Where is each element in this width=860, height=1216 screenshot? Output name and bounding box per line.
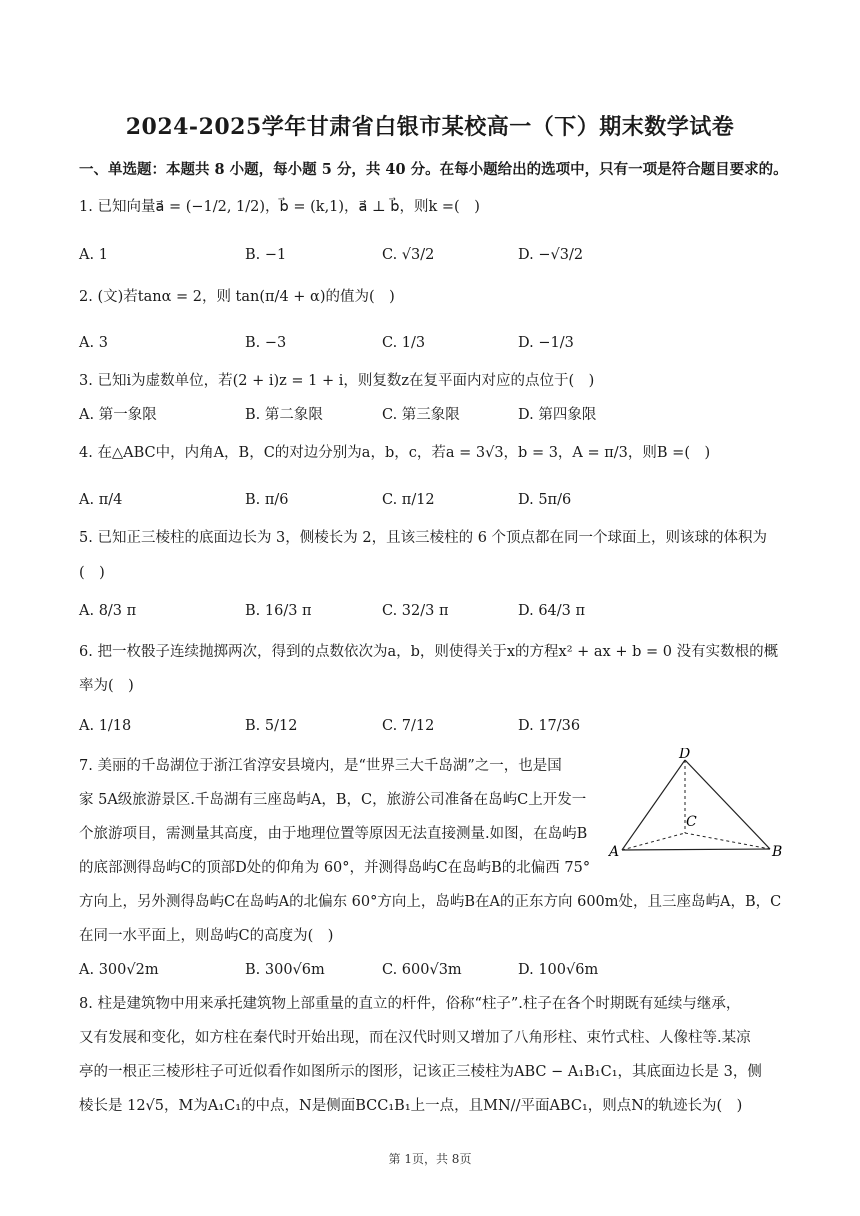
question-7-line-1: 7. 美丽的千岛湖位于浙江省淳安县境内，是“世界三大千岛湖”之一，也是国 (79, 758, 562, 774)
q4-option-d: D. 5π/6 (518, 492, 572, 508)
page-title: 2024-2025学年甘肃省白银市某校高一（下）期末数学试卷 (125, 114, 735, 140)
q7-option-d: D. 100√6m (518, 962, 599, 978)
question-3-stem: 3. 已知i为虚数单位，若(2 + i)z = 1 + i，则复数z在复平面内对应的点位于( ) (79, 373, 595, 389)
q3-option-a: A. 第一象限 (79, 407, 157, 423)
q3-option-c: C. 第三象限 (382, 407, 460, 423)
q5-option-a: A. 8/3 π (79, 603, 137, 619)
question-8-line-4: 棱长是 12√5，M为A₁C₁的中点，N是侧面BCC₁B₁上一点，且MN//平面ABC₁，则点N的轨迹长为( ) (79, 1098, 743, 1114)
page-footer: 第 1页，共 8页 (388, 1152, 472, 1166)
q2-option-c: C. 1/3 (382, 335, 426, 351)
q5-option-b: B. 16/3 π (245, 603, 312, 619)
question-5-stem-line-2: ( ) (79, 565, 105, 581)
q3-option-b: B. 第二象限 (245, 407, 323, 423)
figure-label-a: A (609, 844, 620, 860)
question-1-stem: 1. 已知向量a⃗ = (−1/2, 1/2)，b⃗ = (k,1)，a⃗ ⊥ b⃗，则k =( ) (79, 199, 480, 215)
q5-option-c: C. 32/3 π (382, 603, 449, 619)
q7-option-a: A. 300√2m (79, 962, 159, 978)
q6-option-d: D. 17/36 (518, 718, 581, 734)
figure-label-c: C (686, 814, 697, 830)
figure-label-b: B (772, 844, 783, 860)
q2-option-b: B. −3 (245, 335, 287, 351)
question-8-line-1: 8. 柱是建筑物中用来承托建筑物上部重量的直立的杆件，俗称“柱子”.柱子在各个时期既有延续与继承， (79, 996, 741, 1012)
question-6-stem-line-2: 率为( ) (79, 678, 134, 694)
q6-option-c: C. 7/12 (382, 718, 435, 734)
q2-option-a: A. 3 (79, 335, 108, 351)
q1-option-c: C. √3/2 (382, 247, 435, 263)
question-5-stem-line-1: 5. 已知正三棱柱的底面边长为 3，侧棱长为 2，且该三棱柱的 6 个顶点都在同一个球面上，则该球的体积为 (79, 530, 768, 546)
q5-option-d: D. 64/3 π (518, 603, 586, 619)
question-2-stem: 2. (文)若tanα = 2，则 tan(π/4 + α)的值为( ) (79, 289, 395, 305)
question-7-line-2: 家 5A级旅游景区.千岛湖有三座岛屿A，B，C，旅游公司准备在岛屿C上开发一 (79, 792, 587, 808)
q4-option-c: C. π/12 (382, 492, 435, 508)
island-geometry-figure (608, 748, 788, 863)
q1-option-b: B. −1 (245, 247, 287, 263)
question-8-line-2: 又有发展和变化，如方柱在秦代时开始出现，而在汉代时则又增加了八角形柱、束竹式柱、人像柱等.某凉 (79, 1030, 751, 1046)
q4-option-a: A. π/4 (79, 492, 123, 508)
q4-option-b: B. π/6 (245, 492, 289, 508)
q6-option-b: B. 5/12 (245, 718, 298, 734)
q2-option-d: D. −1/3 (518, 335, 574, 351)
question-4-stem: 4. 在△ABC中，内角A，B，C的对边分别为a，b，c，若a = 3√3，b = 3，A = π/3，则B =( ) (79, 445, 711, 461)
q3-option-d: D. 第四象限 (518, 407, 597, 423)
q7-option-b: B. 300√6m (245, 962, 325, 978)
section-heading: 一、单选题：本题共 8 小题，每小题 5 分，共 40 分。在每小题给出的选项中，只有一项是符合题目要求的。 (79, 161, 788, 178)
question-6-stem-line-1: 6. 把一枚骰子连续抛掷两次，得到的点数依次为a，b，则使得关于x的方程x² + ax + b = 0 没有实数根的概 (79, 644, 779, 660)
question-7-line-3: 个旅游项目，需测量其高度，由于地理位置等原因无法直接测量.如图，在岛屿B (79, 826, 588, 842)
q1-option-a: A. 1 (79, 247, 108, 263)
question-7-line-5: 方向上，另外测得岛屿C在岛屿A的北偏东 60°方向上，岛屿B在A的正东方向 600m处，且三座岛屿A，B，C (79, 894, 782, 910)
question-7-line-4: 的底部测得岛屿C的顶部D处的仰角为 60°，并测得岛屿C在岛屿B的北偏西 75° (79, 860, 591, 876)
q6-option-a: A. 1/18 (79, 718, 132, 734)
question-7-line-6: 在同一水平面上，则岛屿C的高度为( ) (79, 928, 334, 944)
figure-label-d: D (679, 748, 691, 762)
q7-option-c: C. 600√3m (382, 962, 462, 978)
q1-option-d: D. −√3/2 (518, 247, 584, 263)
question-8-line-3: 亭的一根正三棱形柱子可近似看作如图所示的图形，记该正三棱柱为ABC − A₁B₁C₁，其底面边长是 3，侧 (79, 1064, 762, 1080)
